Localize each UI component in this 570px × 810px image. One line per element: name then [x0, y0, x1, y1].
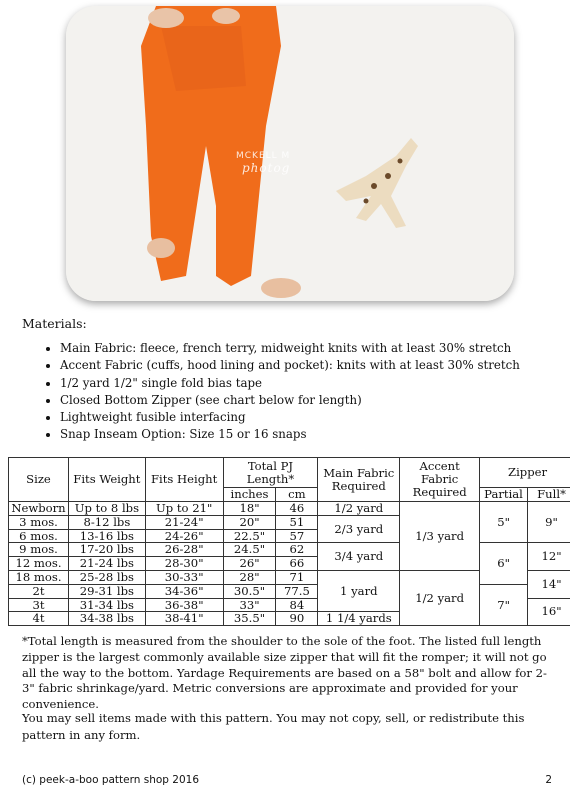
cell-main-fabric: 1 1/4 yards [318, 612, 400, 626]
cell-height: 28-30" [145, 557, 223, 571]
cell-accent-fabric: 1/3 yard [400, 502, 480, 571]
watermark-line2: photog [242, 161, 291, 175]
product-photo [66, 6, 514, 301]
materials-title: Materials: [22, 316, 87, 331]
size-chart-table [8, 457, 570, 626]
cell-weight: 8-12 lbs [68, 515, 145, 529]
cell-size: 12 mos. [9, 557, 69, 571]
cell-cm: 71 [276, 570, 318, 584]
cell-inches: 35.5" [223, 612, 276, 626]
cell-main-fabric: 1 yard [318, 570, 400, 611]
cell-height: 30-33" [145, 570, 223, 584]
cell-zipper-full: 16" [528, 598, 570, 626]
cell-inches: 30.5" [223, 584, 276, 598]
header-fits-height: Fits Height [145, 458, 223, 502]
header-full: Full* [528, 488, 570, 502]
cell-cm: 66 [276, 557, 318, 571]
header-partial: Partial [480, 488, 528, 502]
cell-weight: 17-20 lbs [68, 543, 145, 557]
cell-weight: 29-31 lbs [68, 584, 145, 598]
cell-zipper-partial: 6" [480, 543, 528, 584]
header-main-fabric: Main Fabric Required [318, 458, 400, 502]
watermark [236, 151, 290, 175]
cell-zipper-partial: 7" [480, 584, 528, 625]
cell-size: 3t [9, 598, 69, 612]
cell-size: 18 mos. [9, 570, 69, 584]
cell-inches: 20" [223, 515, 276, 529]
cell-height: 34-36" [145, 584, 223, 598]
cell-size: Newborn [9, 502, 69, 516]
page-number: 2 [545, 774, 552, 786]
cell-zipper-full: 12" [528, 543, 570, 571]
cell-inches: 24.5" [223, 543, 276, 557]
cell-cm: 84 [276, 598, 318, 612]
cell-cm: 62 [276, 543, 318, 557]
cell-main-fabric: 1/2 yard [318, 502, 400, 516]
cell-weight: 21-24 lbs [68, 557, 145, 571]
cell-zipper-full: 14" [528, 570, 570, 598]
cell-accent-fabric: 1/2 yard [400, 570, 480, 625]
cell-height: 38-41" [145, 612, 223, 626]
cell-height: 21-24" [145, 515, 223, 529]
header-inches: inches [223, 488, 276, 502]
cell-zipper-partial: 5" [480, 502, 528, 543]
cell-height: 24-26" [145, 529, 223, 543]
footer-copyright: (c) peek-a-boo pattern shop 2016 [22, 774, 200, 786]
header-cm: cm [276, 488, 318, 502]
watermark-line1: MCKELL M [236, 151, 291, 161]
material-item: • Closed Bottom Zipper (see chart below for length) [60, 392, 520, 409]
table-row [9, 502, 570, 516]
material-item: • 1/2 yard 1/2" single fold bias tape [60, 375, 520, 392]
cell-cm: 77.5 [276, 584, 318, 598]
cell-inches: 26" [223, 557, 276, 571]
materials-list [22, 340, 520, 444]
cell-zipper-full: 9" [528, 502, 570, 543]
cell-inches: 22.5" [223, 529, 276, 543]
cell-size: 9 mos. [9, 543, 69, 557]
cell-height: Up to 21" [145, 502, 223, 516]
cell-inches: 33" [223, 598, 276, 612]
material-item: • Accent Fabric (cuffs, hood lining and pocket): knits with at least 30% stretch [60, 357, 520, 374]
cell-cm: 57 [276, 529, 318, 543]
cell-weight: 31-34 lbs [68, 598, 145, 612]
cell-main-fabric: 2/3 yard [318, 515, 400, 543]
header-fits-weight: Fits Weight [68, 458, 145, 502]
header-size: Size [9, 458, 69, 502]
header-accent-fabric: Accent Fabric Required [400, 458, 480, 502]
cell-weight: 25-28 lbs [68, 570, 145, 584]
material-item: • Snap Inseam Option: Size 15 or 16 snaps [60, 426, 520, 443]
cell-cm: 46 [276, 502, 318, 516]
cell-size: 2t [9, 584, 69, 598]
cell-size: 4t [9, 612, 69, 626]
footnote: *Total length is measured from the shoulder to the sole of the foot. The listed full length zipper is the largest commonly available size zipper that will fit the romper; it will not go all the way to the bottom. Yardage Requirements are based on a 58" bolt and allow for 2-3" fabric shrinkage/yard. Metric conversions are approximate and provided for your convenience. [22, 634, 547, 712]
cell-size: 6 mos. [9, 529, 69, 543]
cell-weight: 34-38 lbs [68, 612, 145, 626]
cell-inches: 18" [223, 502, 276, 516]
cell-size: 3 mos. [9, 515, 69, 529]
material-item: • Lightweight fusible interfacing [60, 409, 520, 426]
material-item: • Main Fabric: fleece, french terry, midweight knits with at least 30% stretch [60, 340, 520, 357]
cell-height: 36-38" [145, 598, 223, 612]
header-zipper: Zipper [480, 458, 570, 488]
cell-height: 26-28" [145, 543, 223, 557]
cell-cm: 90 [276, 612, 318, 626]
cell-inches: 28" [223, 570, 276, 584]
cell-main-fabric: 3/4 yard [318, 543, 400, 571]
table-row [9, 543, 570, 557]
cell-weight: Up to 8 lbs [68, 502, 145, 516]
table-row [9, 584, 570, 598]
usage-rights: You may sell items made with this pattern. You may not copy, sell, or redistribute this pattern in any form. [22, 711, 525, 742]
header-total-length: Total PJ Length* [223, 458, 318, 488]
page-footer [22, 774, 552, 786]
cell-cm: 51 [276, 515, 318, 529]
cell-weight: 13-16 lbs [68, 529, 145, 543]
